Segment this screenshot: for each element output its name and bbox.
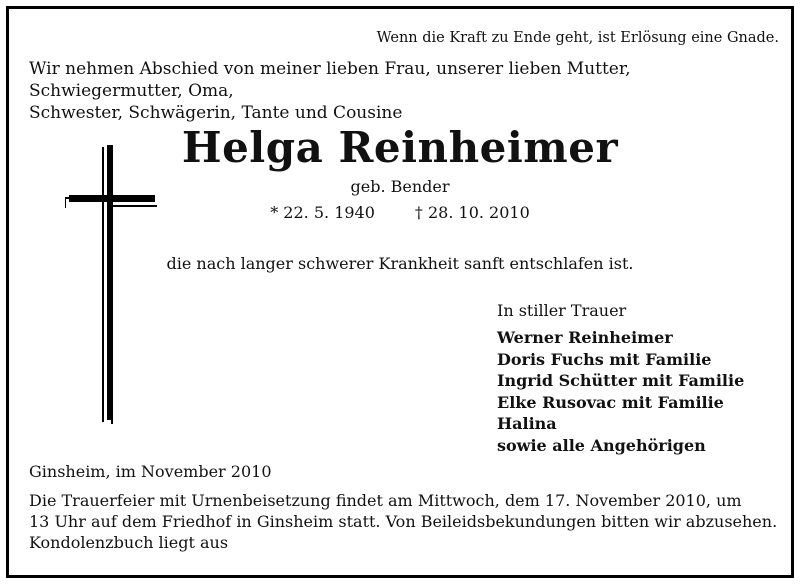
ceremony-text (29, 490, 789, 553)
ceremony-line: Kondolenzbuch liegt aus (29, 533, 229, 552)
obituary-notice (6, 6, 794, 578)
maiden-name: geb. Bender (350, 177, 450, 196)
mourner: sowie alle Angehörigen (497, 435, 706, 455)
ceremony-line: 13 Uhr auf dem Friedhof in Ginsheim statt. Von Beileidsbekundungen bitten wir abzusehen. (29, 512, 778, 531)
death-date: † 28. 10. 2010 (414, 203, 530, 222)
intro-line: Wir nehmen Abschied von meiner lieben Frau, unserer lieben Mutter, Schwiegermutter, Oma, (29, 59, 631, 101)
mourner: Ingrid Schütter mit Familie (497, 371, 745, 390)
intro-text (29, 58, 789, 124)
mourner: Werner Reinheimer (497, 328, 673, 347)
birth-date: * 22. 5. 1940 (270, 203, 375, 222)
deceased-name: Helga Reinheimer (181, 123, 619, 172)
mourning-heading: In stiller Trauer (497, 301, 627, 320)
mourner: Elke Rusovac mit Familie (497, 392, 724, 412)
place-date: Ginsheim, im November 2010 (29, 462, 272, 481)
mourners-list (497, 327, 744, 456)
motto: Wenn die Kraft zu Ende geht, ist Erlösung eine Gnade. (376, 30, 779, 46)
mourner: Halina (497, 414, 557, 433)
intro-line: Schwester, Schwägerin, Tante und Cousine (29, 103, 403, 123)
ceremony-line: Die Trauerfeier mit Urnenbeisetzung findet am Mittwoch, dem 17. November 2010, um (29, 491, 742, 510)
statement: die nach langer schwerer Krankheit sanft entschlafen ist. (166, 254, 634, 273)
mourner: Doris Fuchs mit Familie (497, 349, 712, 369)
life-dates (9, 203, 791, 222)
